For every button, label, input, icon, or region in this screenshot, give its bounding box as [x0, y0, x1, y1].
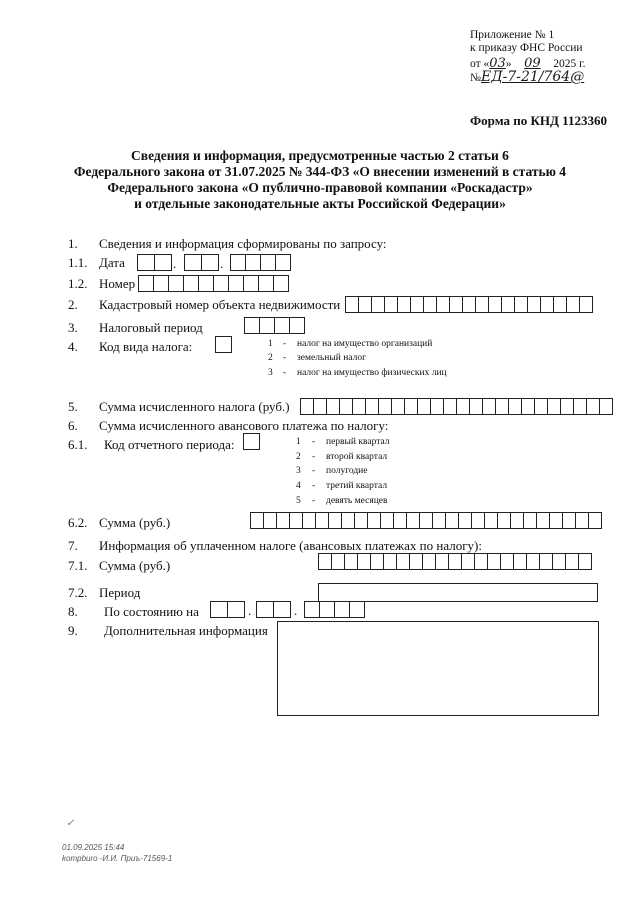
item-6-number: 6.: [68, 418, 78, 433]
form-code: Форма по КНД 1123360: [470, 113, 607, 128]
advance-amount-field[interactable]: [250, 512, 602, 529]
corner-mark: ✓: [66, 818, 75, 829]
item-9-number: 9.: [68, 623, 78, 638]
date-separator: .: [173, 256, 177, 271]
request-date-month[interactable]: [184, 254, 219, 271]
footer-stamp: 01.09.2025 15:44: [62, 843, 125, 852]
item-5-label: Сумма исчисленного налога (руб.): [99, 399, 290, 414]
item-1-2-label: Номер: [99, 276, 136, 291]
item-2-label: Кадастровый номер объекта недвижимости: [99, 297, 341, 312]
title-line-1: Сведения и информация, предусмотренные частью 2 статьи 6: [131, 148, 509, 163]
item-1-1-label: Дата: [99, 255, 125, 270]
cadastral-number-field[interactable]: [345, 296, 593, 313]
item-7-2-label: Период: [99, 585, 141, 600]
item-8-number: 8.: [68, 604, 78, 619]
title-line-4: и отдельные законодательные акты Российской Федерации»: [134, 196, 506, 211]
period-code-field[interactable]: [243, 433, 260, 450]
item-6-2-number: 6.2.: [68, 515, 88, 530]
item-7-1-label: Сумма (руб.): [99, 558, 171, 573]
tax-amount-field[interactable]: [300, 398, 613, 415]
title-line-2: Федерального закона от 31.07.2025 № 344-ФЗ «О внесении изменений в статью 4: [73, 164, 567, 179]
appendix-label: Приложение № 1: [470, 29, 555, 41]
date-separator: .: [220, 256, 224, 271]
item-1-number: 1.: [68, 236, 78, 251]
request-date-year[interactable]: [230, 254, 291, 271]
date-separator: .: [248, 603, 252, 618]
item-4-number: 4.: [68, 339, 78, 354]
as-of-date-day[interactable]: [210, 601, 245, 618]
footer-author: kompburo -И.И. Приъ-71569-1: [62, 854, 173, 863]
item-2-number: 2.: [68, 297, 78, 312]
as-of-date-year[interactable]: [304, 601, 365, 618]
item-7-number: 7.: [68, 538, 78, 553]
item-6-1-number: 6.1.: [68, 437, 88, 452]
item-7-2-number: 7.2.: [68, 585, 88, 600]
item-7-1-number: 7.1.: [68, 558, 88, 573]
item-3-label: Налоговый период: [99, 320, 203, 335]
order-date: от «03» 09 2025 г.: [470, 56, 586, 71]
tax-type-code-field[interactable]: [215, 336, 232, 353]
request-number-field[interactable]: [138, 275, 289, 292]
item-4-label: Код вида налога:: [99, 339, 193, 354]
paid-amount-field[interactable]: [318, 553, 592, 570]
item-5-number: 5.: [68, 399, 78, 414]
item-1-label: Сведения и информация сформированы по запросу:: [99, 236, 387, 251]
item-6-label: Сумма исчисленного авансового платежа по налогу:: [99, 418, 389, 433]
item-8-label: По состоянию на: [104, 604, 199, 619]
request-date-day[interactable]: [137, 254, 172, 271]
date-separator: .: [294, 603, 298, 618]
item-9-label: Дополнительная информация: [104, 623, 268, 638]
item-6-2-label: Сумма (руб.): [99, 515, 171, 530]
item-6-1-label: Код отчетного периода:: [104, 437, 235, 452]
title-line-3: Федерального закона «О публично-правовой компании «Роскадастр»: [107, 180, 533, 195]
item-1-1-number: 1.1.: [68, 255, 88, 270]
item-1-2-number: 1.2.: [68, 276, 88, 291]
paid-period-field[interactable]: [318, 583, 598, 602]
item-7-label: Информация об уплаченном налоге (авансовых платежах по налогу):: [99, 538, 482, 553]
as-of-date-month[interactable]: [256, 601, 291, 618]
order-number: №ЕД-7-21/764@: [470, 69, 585, 85]
order-label: к приказу ФНС России: [470, 42, 583, 54]
item-3-number: 3.: [68, 320, 78, 335]
tax-period-field[interactable]: [244, 317, 305, 334]
additional-info-field[interactable]: [277, 621, 599, 716]
